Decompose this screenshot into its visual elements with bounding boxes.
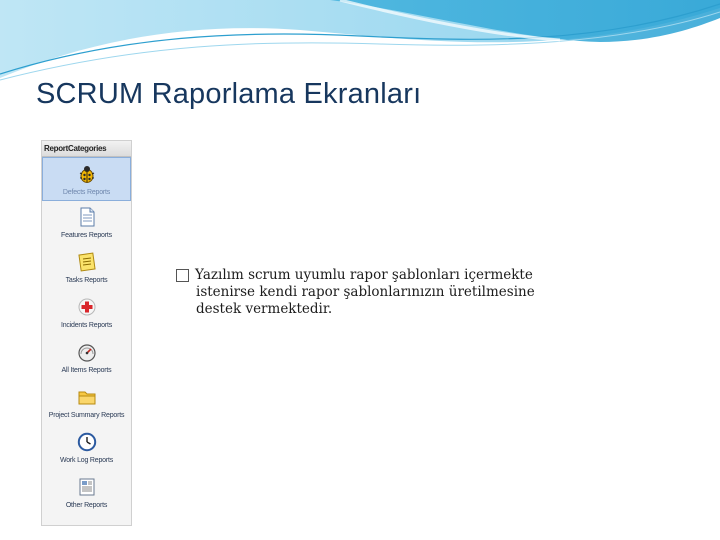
report-item-label: Work Log Reports [59, 457, 114, 464]
bullet-line-1: Yazılım scrum uyumlu rapor şablonları içermekte [195, 267, 533, 283]
report-item-other[interactable] [42, 471, 131, 516]
report-item-label: Tasks Reports [65, 277, 108, 284]
report-item-label: All Items Reports [61, 367, 112, 374]
bug-icon [76, 163, 98, 185]
clock-icon [76, 431, 98, 453]
slide-title: SCRUM Raporlama Ekranları [36, 78, 422, 110]
report-item-work-log[interactable] [42, 426, 131, 471]
document-icon [76, 206, 98, 228]
report-item-incidents[interactable] [42, 291, 131, 336]
report-item-label: Other Reports [65, 502, 108, 509]
report-item-label: Defects Reports [62, 189, 111, 196]
first-aid-icon [76, 296, 98, 318]
folder-icon [76, 386, 98, 408]
report-item-defects[interactable] [42, 157, 131, 201]
bullet-line-2: istenirse kendi rapor şablonlarınızın üretilmesine [196, 284, 535, 300]
report-sheet-icon [76, 476, 98, 498]
report-item-project-summary[interactable] [42, 381, 131, 426]
gauge-icon [76, 341, 98, 363]
report-item-label: Project Summary Reports [48, 412, 125, 419]
report-item-label: Incidents Reports [60, 322, 113, 329]
bullet-paragraph [176, 267, 596, 318]
report-item-features[interactable] [42, 201, 131, 246]
report-item-tasks[interactable] [42, 246, 131, 291]
notepad-icon [76, 251, 98, 273]
header-wave-decoration [0, 0, 720, 90]
report-categories-panel [41, 140, 132, 526]
bullet-line-3: destek vermektedir. [196, 301, 333, 317]
bullet-marker-icon [176, 269, 189, 282]
report-item-all-items[interactable] [42, 336, 131, 381]
report-item-label: Features Reports [61, 232, 112, 239]
panel-header: ReportCategories [42, 141, 131, 157]
